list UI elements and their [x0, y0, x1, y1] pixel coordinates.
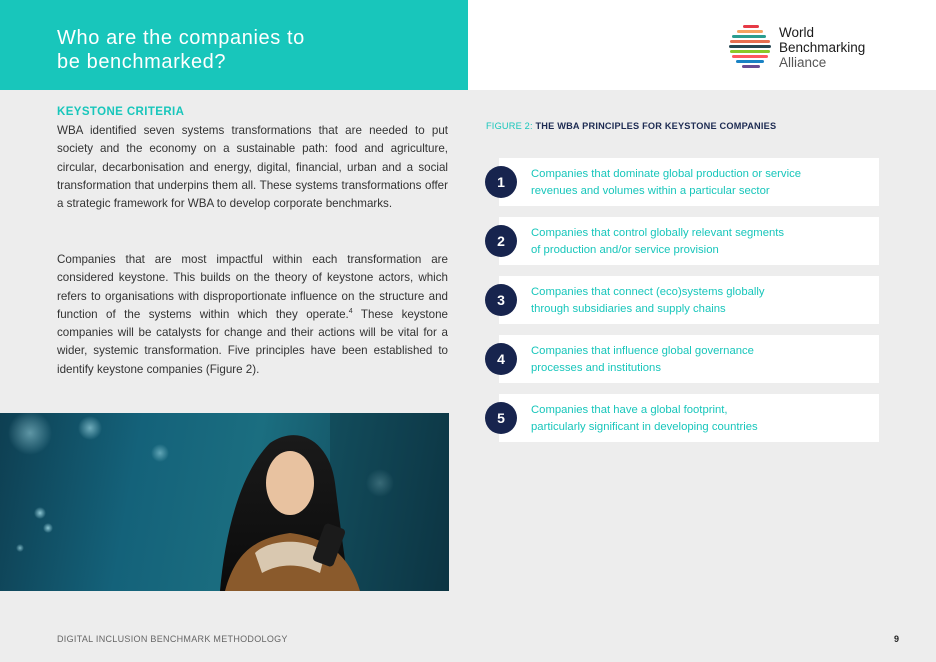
principle-1 [485, 158, 879, 206]
principle-text-line1: Companies that connect (eco)systems globally [531, 286, 765, 298]
figure-prefix: FIGURE 2: [486, 121, 533, 131]
principle-text-line1: Companies that dominate global production or service [531, 168, 802, 180]
principle-text [531, 402, 851, 436]
principle-text [531, 284, 851, 318]
paragraph-1: WBA identified seven systems transformations that are needed to put society and the economy on a sustainable path: food and agriculture, circular, decarbonisation and energy, digital, financial, urban and a social transformation that underpins them all. These systems transformations offer a strategic framework for WBA to develop corporate benchmarks. [57, 124, 448, 211]
principle-number-badge: 2 [485, 225, 517, 257]
principle-text-line2: revenues and volumes within a particular sector [531, 185, 770, 197]
paragraph-2-before: Companies that are most impactful within each transformation are considered keystone. This builds on the theory of keystone actors, which refers to organisations with disproportionate influence on the structure and function of the systems within which they operate. [57, 253, 448, 321]
figure-title: THE WBA PRINCIPLES FOR KEYSTONE COMPANIES [535, 121, 777, 131]
photo-illustration [0, 413, 449, 591]
principle-number-badge: 1 [485, 166, 517, 198]
principle-3 [485, 276, 879, 324]
logo-line2: Benchmarking [779, 40, 866, 55]
photo-woman-with-phone [0, 413, 449, 591]
principle-text [531, 166, 851, 200]
principle-5 [485, 394, 879, 442]
principle-4 [485, 335, 879, 383]
logo-wordmark [779, 25, 865, 70]
paragraph-2-after: These keystone companies will be catalysts for change and their actions will be vital for a wider, systemic transformation. Five principles have been established to identify keystone companies (Figure 2). [57, 307, 448, 376]
footnote-ref: 4 [348, 308, 353, 316]
principle-text-line1: Companies that have a global footprint, [531, 404, 728, 416]
principle-text [531, 225, 851, 259]
figure-caption [486, 121, 776, 131]
principle-text-line2: particularly significant in developing countries [531, 421, 758, 433]
principle-text [531, 343, 851, 377]
page-number: 9 [894, 634, 900, 644]
page-title-line2: be benchmarked? [57, 51, 227, 73]
paragraph-2 [57, 251, 448, 379]
principle-text-line1: Companies that influence global governance [531, 345, 754, 357]
principle-number-badge: 4 [485, 343, 517, 375]
section-label: KEYSTONE CRITERIA [57, 106, 185, 118]
page-title-line1: Who are the companies to [57, 27, 305, 49]
logo-line1: World [779, 25, 815, 40]
footer-document-title: DIGITAL INCLUSION BENCHMARK METHODOLOGY [57, 634, 288, 644]
page-title [57, 26, 377, 74]
logo-stripes [729, 25, 771, 68]
principle-number-badge: 5 [485, 402, 517, 434]
principle-2 [485, 217, 879, 265]
principle-number-badge: 3 [485, 284, 517, 316]
logo-line3: Alliance [779, 55, 827, 70]
principle-text-line2: of production and/or service provision [531, 244, 719, 256]
title-band [0, 0, 468, 90]
principle-text-line2: through subsidiaries and supply chains [531, 303, 726, 315]
principle-text-line1: Companies that control globally relevant segments [531, 227, 785, 239]
principle-text-line2: processes and institutions [531, 362, 661, 374]
